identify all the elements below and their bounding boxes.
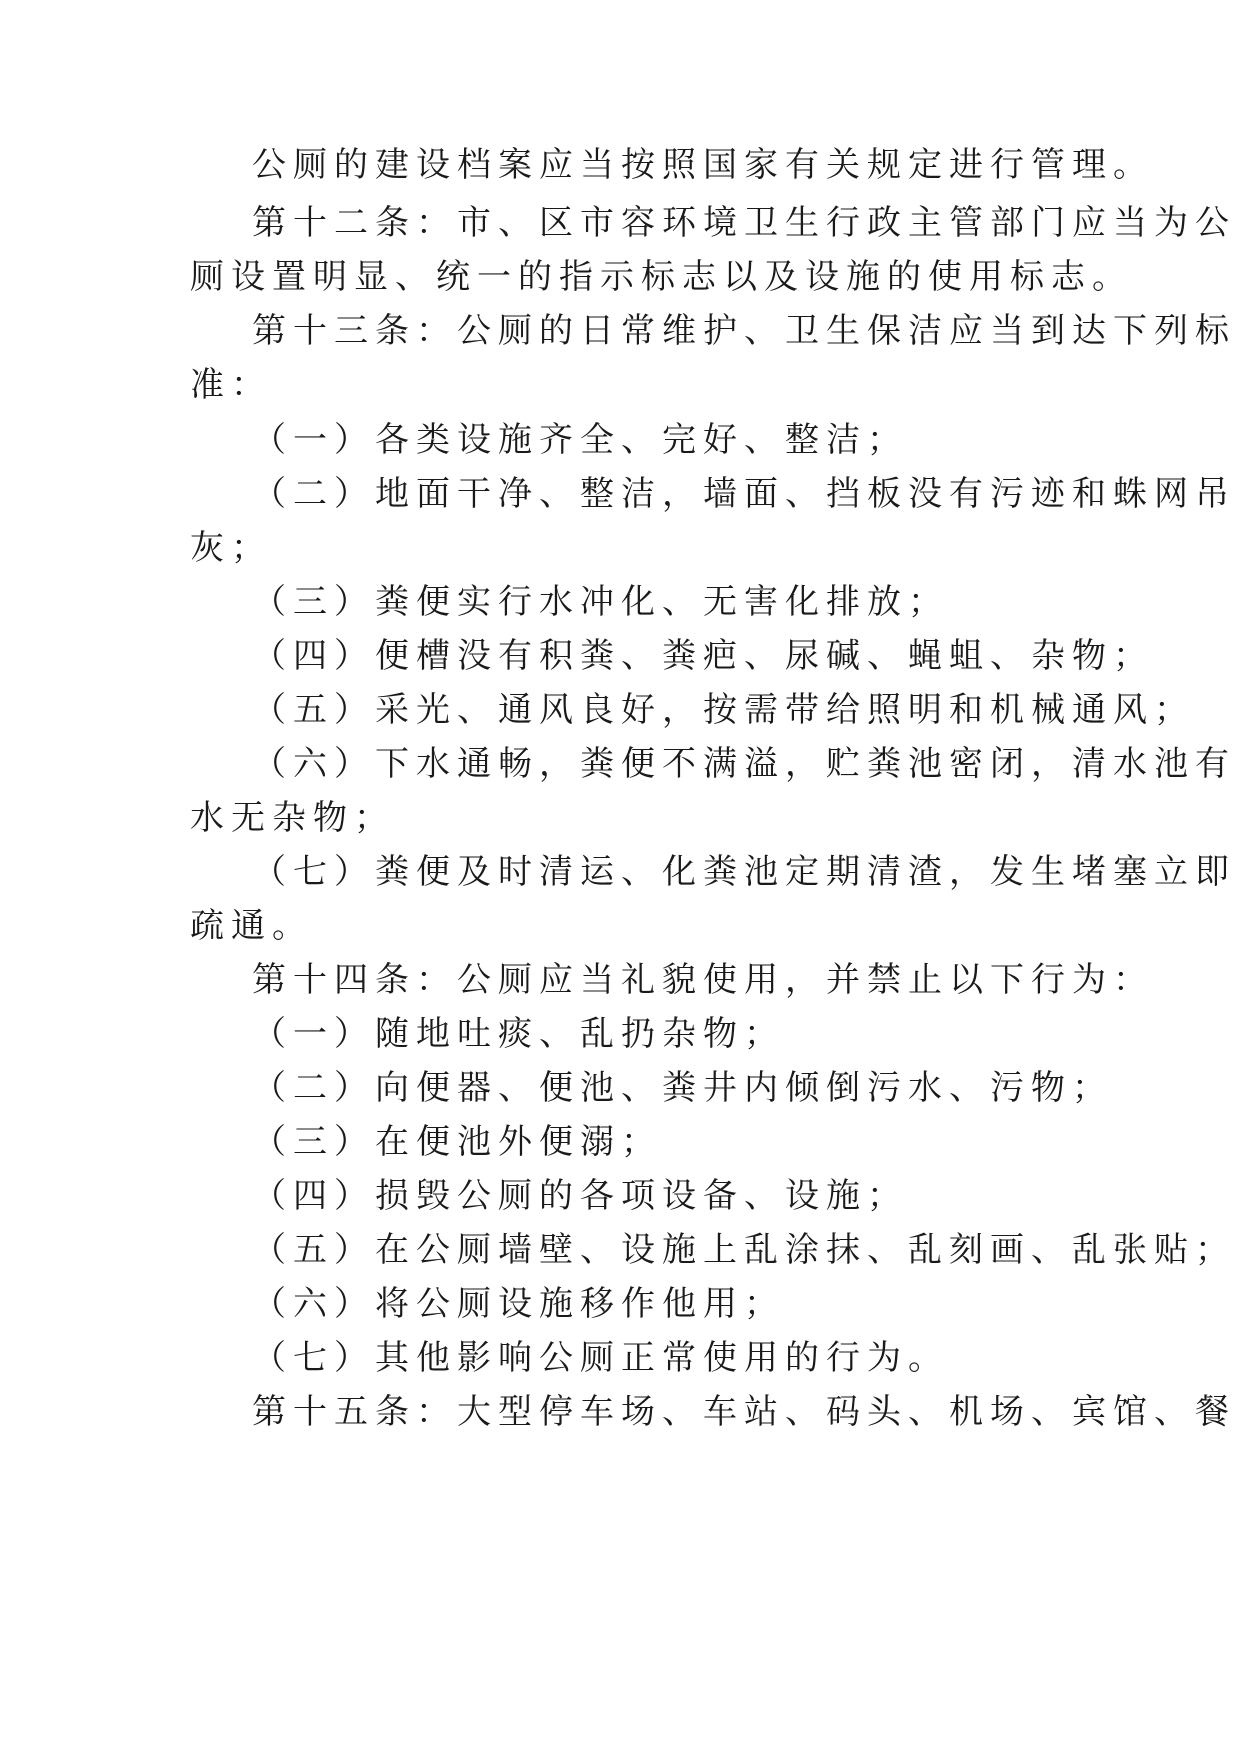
list-item-14-6: （六）将公厕设施移作他用； <box>252 1284 785 1324</box>
list-item-13-3: （三）粪便实行水冲化、无害化排放； <box>252 582 949 622</box>
list-item-13-7: （七）粪便及时清运、化粪池定期清渣，发生堵塞立即 <box>252 852 1236 892</box>
list-item-13-1: （一）各类设施齐全、完好、整洁； <box>252 420 908 460</box>
list-item-14-4: （四）损毁公厕的各项设备、设施； <box>252 1176 908 1216</box>
list-item-14-2: （二）向便器、便池、粪井内倾倒污水、污物； <box>252 1068 1113 1108</box>
list-item-14-3: （三）在便池外便溺； <box>252 1122 662 1162</box>
text-line-article-12-cont: 厕设置明显、统一的指示标志以及设施的使用标志。 <box>190 257 1133 297</box>
text-line-article-13: 第十三条：公厕的日常维护、卫生保洁应当到达下列标 <box>252 311 1236 351</box>
text-line-archive-management: 公厕的建设档案应当按照国家有关规定进行管理。 <box>252 145 1154 185</box>
list-item-13-6-cont: 水无杂物； <box>190 798 395 838</box>
list-item-13-2: （二）地面干净、整洁，墙面、挡板没有污迹和蛛网吊 <box>252 474 1236 514</box>
list-item-13-6: （六）下水通畅，粪便不满溢，贮粪池密闭，清水池有 <box>252 744 1236 784</box>
list-item-13-7-cont: 疏通。 <box>190 906 313 946</box>
list-item-14-7: （七）其他影响公厕正常使用的行为。 <box>252 1338 949 1378</box>
list-item-13-2-cont: 灰； <box>190 528 272 568</box>
list-item-13-5: （五）采光、通风良好，按需带给照明和机械通风； <box>252 690 1195 730</box>
list-item-13-4: （四）便槽没有积粪、粪疤、尿碱、蝇蛆、杂物； <box>252 636 1154 676</box>
text-line-article-14: 第十四条：公厕应当礼貌使用，并禁止以下行为： <box>252 960 1154 1000</box>
text-line-article-13-cont: 准： <box>190 365 272 405</box>
text-line-article-12: 第十二条：市、区市容环境卫生行政主管部门应当为公 <box>252 203 1236 243</box>
list-item-14-1: （一）随地吐痰、乱扔杂物； <box>252 1014 785 1054</box>
text-line-article-15: 第十五条：大型停车场、车站、码头、机场、宾馆、餐 <box>252 1392 1236 1432</box>
list-item-14-5: （五）在公厕墙壁、设施上乱涂抹、乱刻画、乱张贴； <box>252 1230 1236 1270</box>
